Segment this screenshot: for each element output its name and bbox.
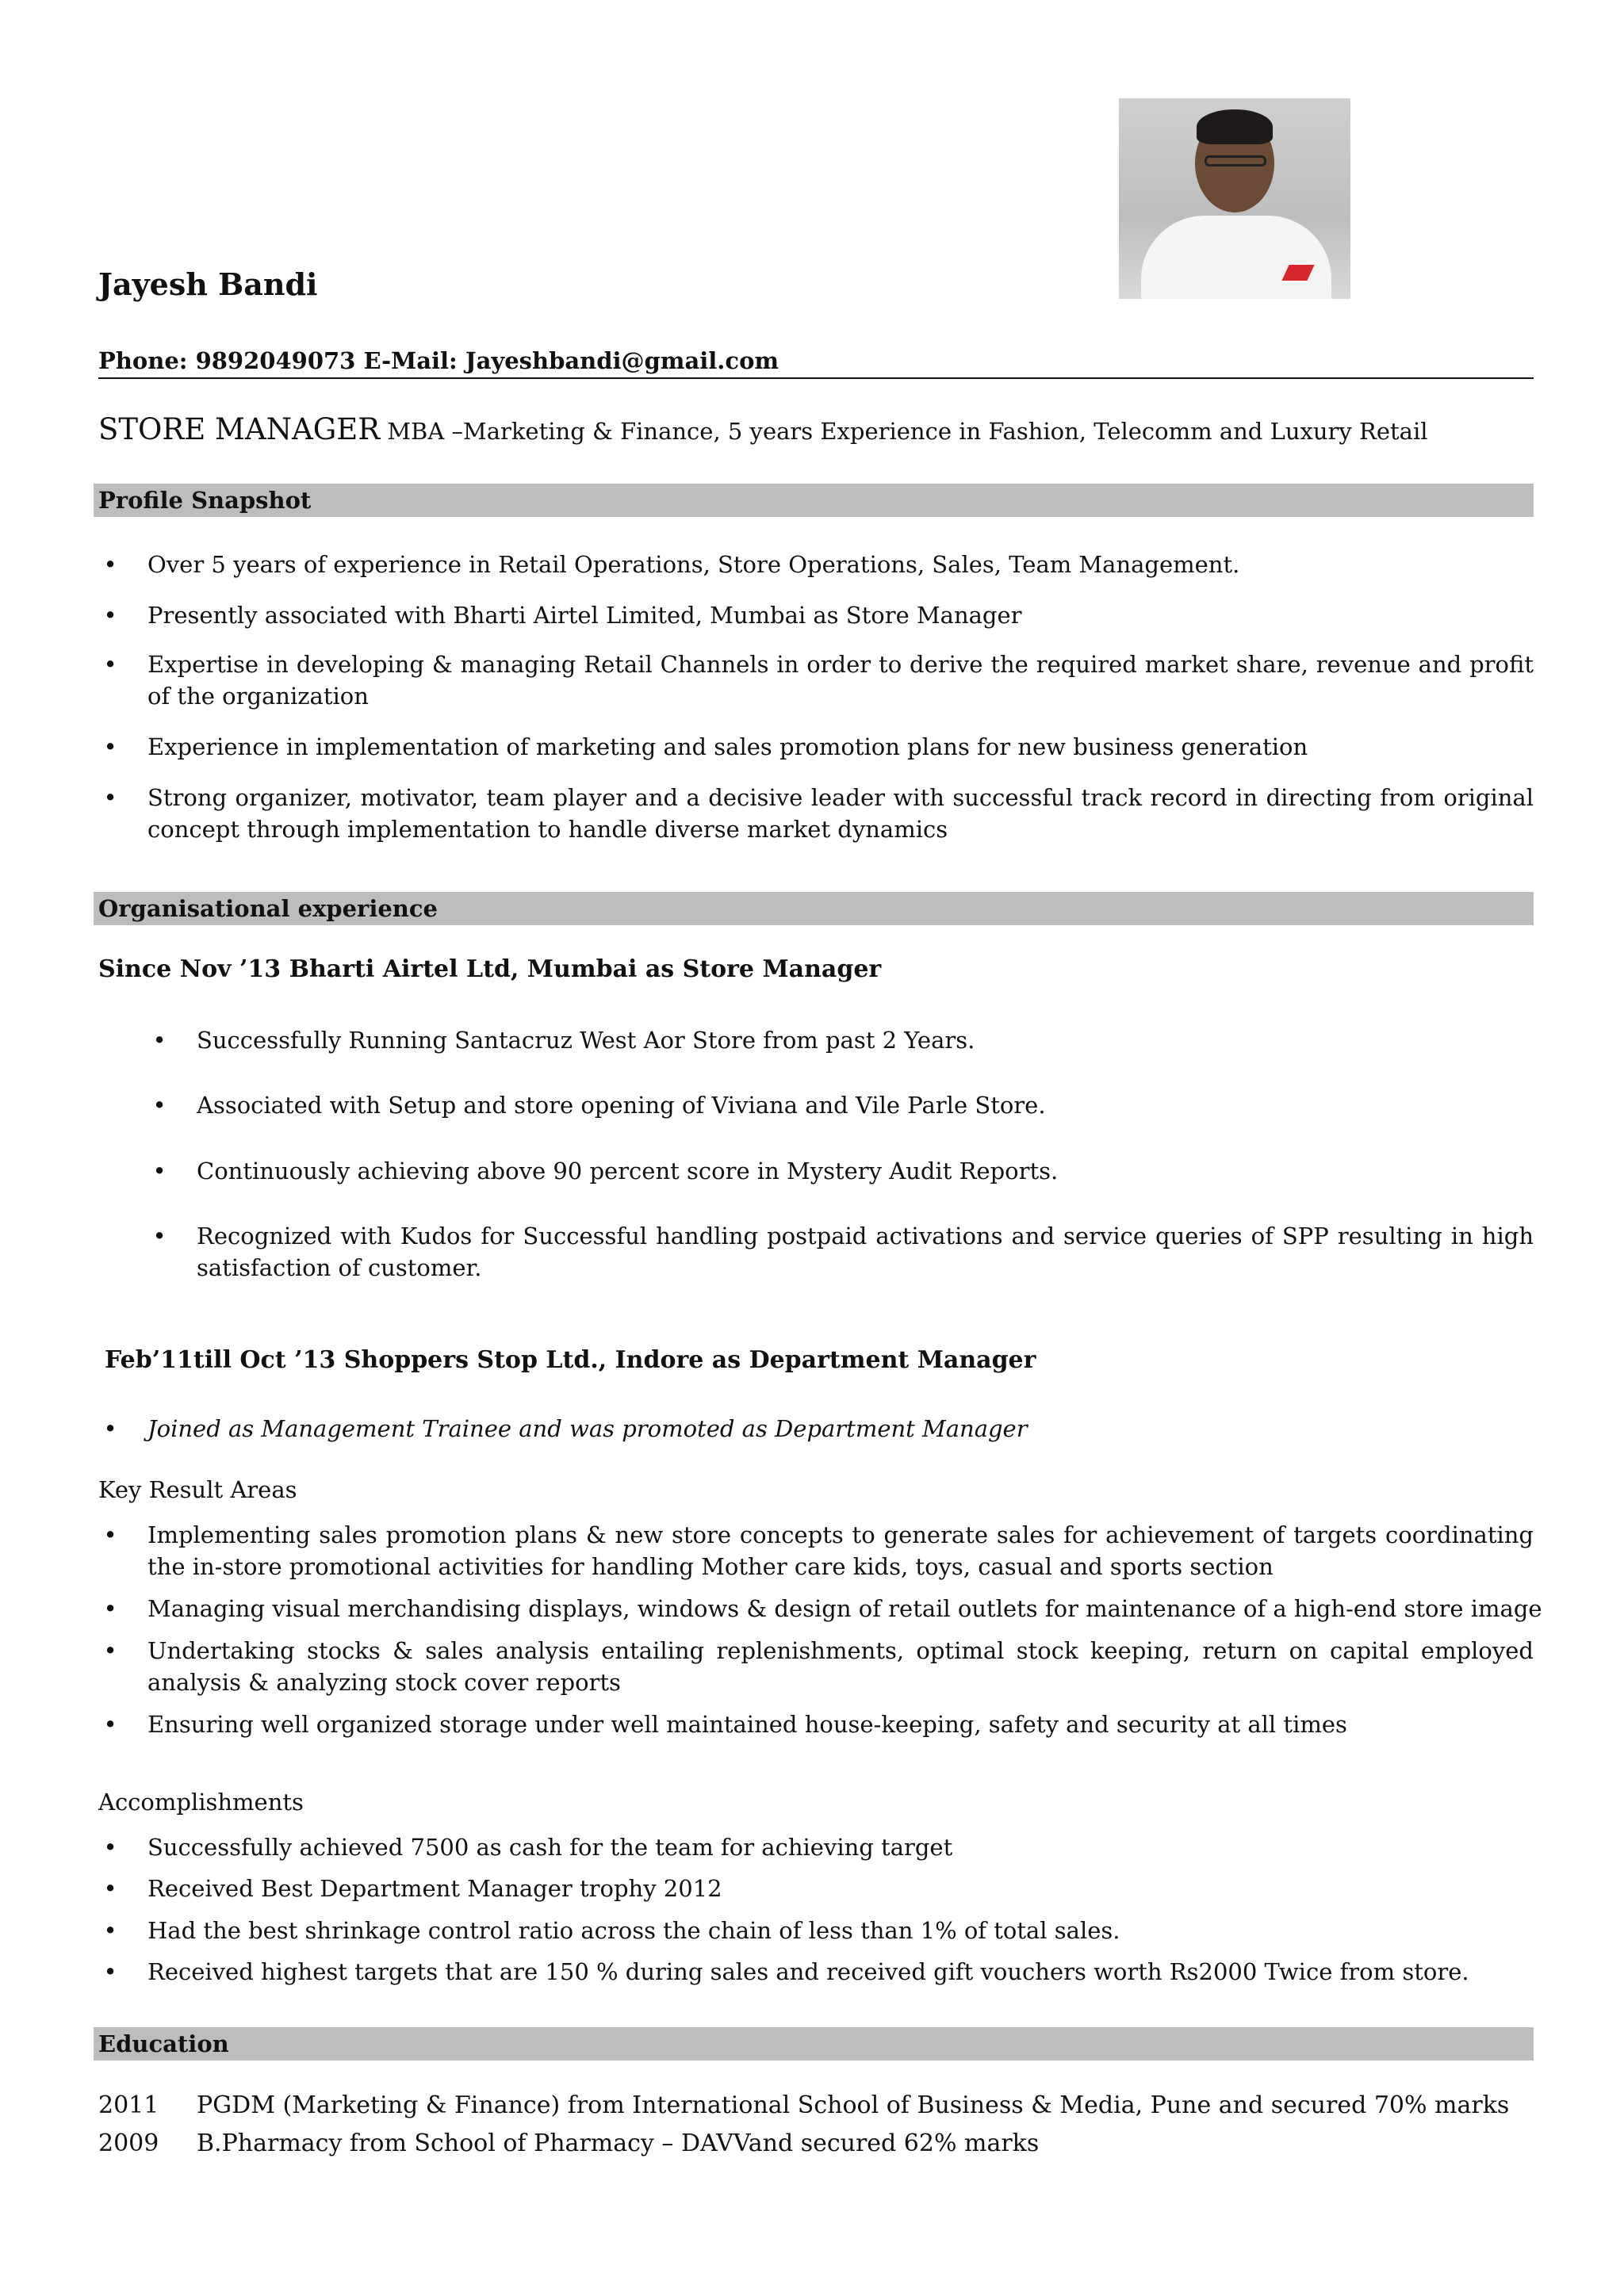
- bullet-icon: •: [103, 651, 117, 678]
- bullet-icon: •: [152, 1158, 167, 1184]
- list-item: • Received Best Department Manager trophy 2012: [98, 1873, 1534, 1904]
- bullet-icon: •: [152, 1027, 167, 1054]
- bullet-icon: •: [103, 784, 117, 811]
- list-item: • Successfully Running Santacruz West Aor Store from past 2 Years.: [147, 1024, 1534, 1056]
- education-row: [98, 2130, 1534, 2161]
- list-item: • Joined as Management Trainee and was promoted as Department Manager: [98, 1413, 1534, 1445]
- headline-title: STORE MANAGER: [98, 412, 381, 446]
- subheading-accomplishments: Accomplishments: [98, 1789, 304, 1816]
- bullet-icon: •: [103, 1595, 117, 1622]
- list-item: • Associated with Setup and store opening of Viviana and Vile Parle Store.: [147, 1089, 1534, 1121]
- section-heading-education: Education: [94, 2027, 1534, 2061]
- education-detail: B.Pharmacy from School of Pharmacy – DAVVand secured 62% marks: [197, 2130, 1040, 2157]
- list-item: • Had the best shrinkage control ratio across the chain of less than 1% of total sales.: [98, 1915, 1534, 1946]
- section-heading-profile: Profile Snapshot: [94, 484, 1534, 517]
- list-item: • Continuously achieving above 90 percent score in Mystery Audit Reports.: [147, 1155, 1534, 1187]
- list-item: • Ensuring well organized storage under well maintained house-keeping, safety and security at all times: [98, 1709, 1534, 1740]
- profile-photo: [1119, 98, 1350, 299]
- section-heading-experience: Organisational experience: [94, 892, 1534, 925]
- list-item: • Experience in implementation of marketing and sales promotion plans for new business generation: [98, 731, 1534, 763]
- bullet-icon: •: [103, 551, 117, 578]
- bullet-icon: •: [152, 1223, 167, 1249]
- bullet-icon: •: [103, 602, 117, 629]
- headline: [98, 412, 1534, 446]
- list-item: • Successfully achieved 7500 as cash for the team for achieving target: [98, 1831, 1534, 1863]
- list-item: • Undertaking stocks & sales analysis entailing replenishments, optimal stock keeping, return on capital employed analysis & analyzing stock cover reports: [98, 1635, 1534, 1698]
- candidate-name: Jayesh Bandi: [98, 266, 318, 302]
- bullet-icon: •: [103, 1711, 117, 1738]
- education-row: [98, 2091, 1534, 2123]
- contact-line: Phone: 9892049073 E-Mail: Jayeshbandi@gmail.com: [98, 347, 1534, 379]
- list-item: • Expertise in developing & managing Retail Channels in order to derive the required market share, revenue and profit of the organization: [98, 649, 1534, 712]
- bullet-icon: •: [103, 1875, 117, 1902]
- bullet-icon: •: [103, 1834, 117, 1861]
- job-title: Since Nov ’13 Bharti Airtel Ltd, Mumbai as Store Manager: [98, 955, 882, 983]
- bullet-icon: •: [103, 1917, 117, 1944]
- education-year: 2009: [98, 2130, 159, 2157]
- list-item: • Managing visual merchandising displays, windows & design of retail outlets for maintenance of a high-end store image: [98, 1593, 1534, 1624]
- bullet-icon: •: [103, 1958, 117, 1985]
- list-item: • Received highest targets that are 150 % during sales and received gift vouchers worth Rs2000 Twice from store.: [98, 1956, 1534, 1988]
- education-detail: PGDM (Marketing & Finance) from International School of Business & Media, Pune and secured 70% marks: [197, 2091, 1510, 2119]
- list-item: • Over 5 years of experience in Retail Operations, Store Operations, Sales, Team Management.: [98, 549, 1534, 580]
- job-title: Feb’11till Oct ’13 Shoppers Stop Ltd., Indore as Department Manager: [105, 1346, 1036, 1374]
- bullet-icon: •: [152, 1092, 167, 1119]
- list-item: • Implementing sales promotion plans & new store concepts to generate sales for achievement of targets coordinating the in-store promotional activities for handling Mother care kids, toys, casual and sports section: [98, 1519, 1534, 1582]
- bullet-icon: •: [103, 1415, 117, 1442]
- bullet-icon: •: [103, 1521, 117, 1548]
- education-year: 2011: [98, 2091, 159, 2119]
- list-item: • Strong organizer, motivator, team player and a decisive leader with successful track record in directing from original concept through implementation to handle diverse market dynamics: [98, 782, 1534, 845]
- subheading-key-result-areas: Key Result Areas: [98, 1476, 297, 1503]
- bullet-icon: •: [103, 1637, 117, 1664]
- headline-summary: MBA –Marketing & Finance, 5 years Experience in Fashion, Telecomm and Luxury Retail: [380, 418, 1428, 445]
- bullet-icon: •: [103, 733, 117, 760]
- list-item: • Presently associated with Bharti Airtel Limited, Mumbai as Store Manager: [98, 599, 1534, 631]
- list-item: • Recognized with Kudos for Successful handling postpaid activations and service queries of SPP resulting in high satisfaction of customer.: [147, 1220, 1534, 1284]
